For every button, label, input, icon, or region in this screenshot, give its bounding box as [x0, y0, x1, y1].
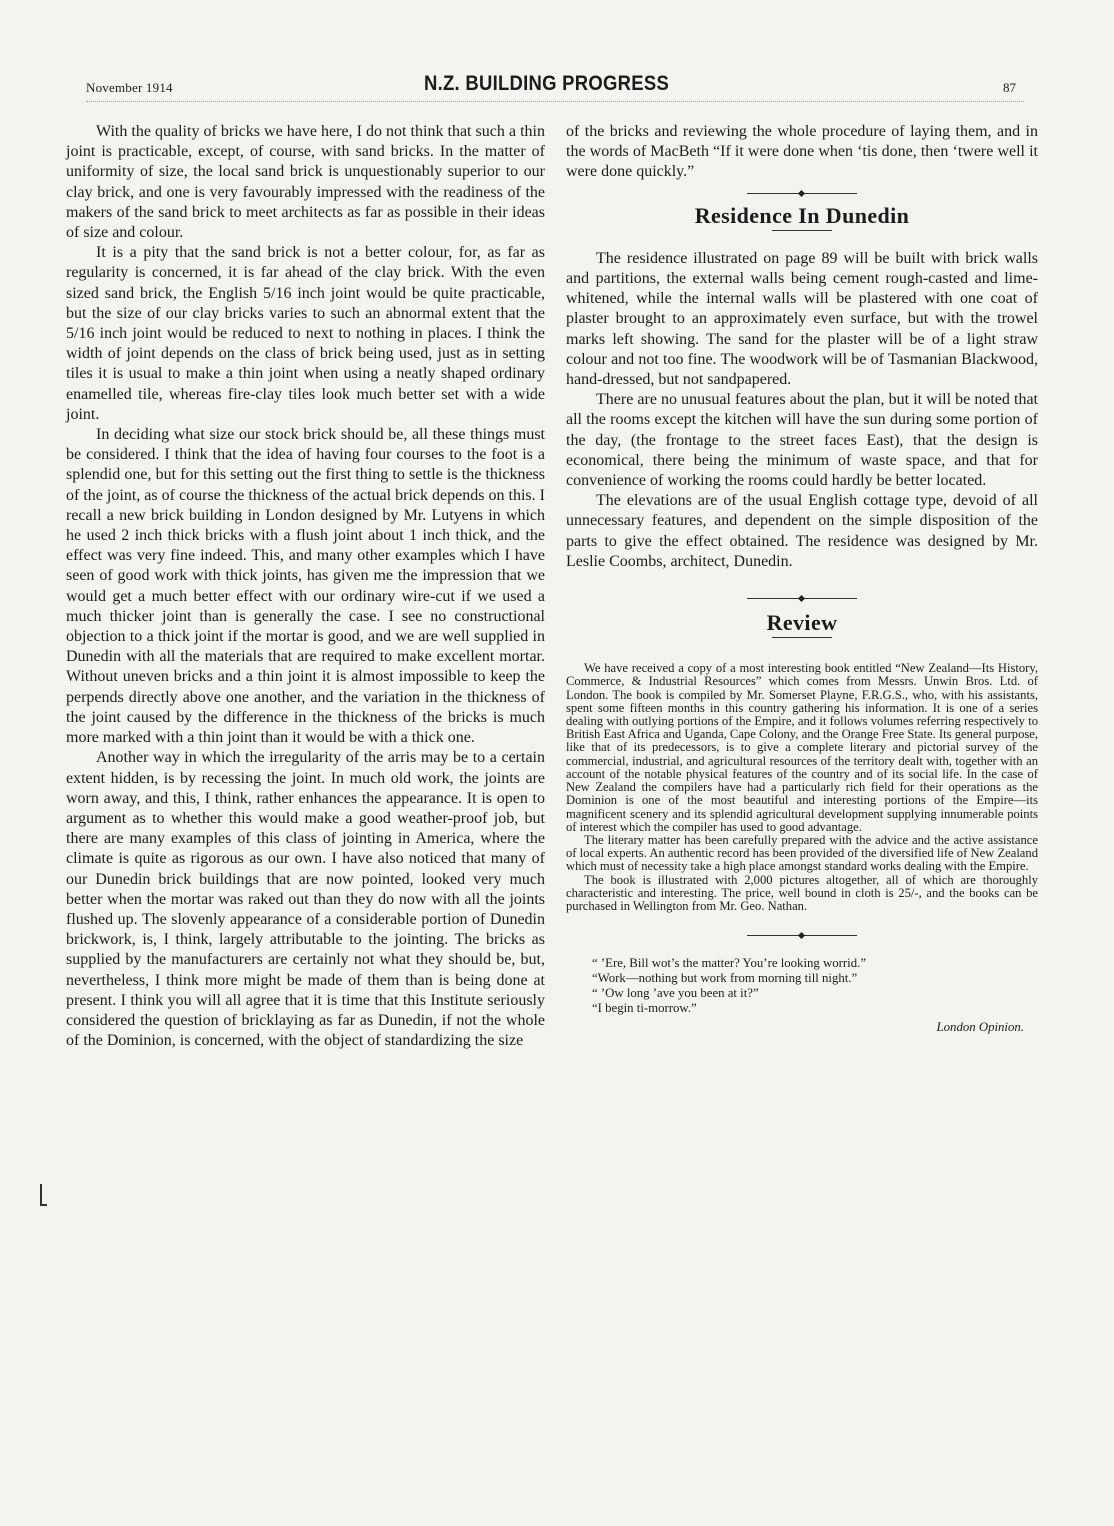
article-paragraph: In deciding what size our stock brick should be, all these things must be considered. I think that the idea of having four courses to the foot is a splendid one, but for this setting out the first thing to settle is the thickness of the joint, as of course the thickness of the actual brick depends on this. I recall a new brick building in London designed by Mr. Lutyens in which he used 2 inch thick bricks with a flush joint about 1 inch thick, and the effect was very fine indeed. This, and many other examples which I have seen of good work with thick joints, has given me the impression that we would get a much better effect with our ordinary wire-cut if we used a much thicker joint than is generally the case. I see no constructional objection to a thick joint if the mortar is good, and we are well supplied in Dunedin with all the materials that are required to make excellent mortar. Without uneven bricks and a thin joint it is almost impossible to keep the perpends directly above one another, and the variation in the thickness of the joint caused by the difference in the thickness of the bricks is much more marked with a thin joint than it would be with a thick one.	[66, 426, 545, 747]
joke-source: London Opinion.	[936, 1020, 1024, 1035]
page-number: 87	[1003, 80, 1016, 95]
article-continuation: of the bricks and reviewing the whole procedure of laying them, and in the words of MacBeth “If it were done when ‘tis done, then ‘twere well it were done quickly.”	[566, 123, 1038, 181]
section-separator	[747, 598, 857, 599]
section-separator	[747, 193, 857, 194]
review-paragraph: We have received a copy of a most interesting book entitled “New Zealand—Its History, Commerce, & Industrial Resources” which comes from Messrs. Unwin Bros. Ltd. of London. The book is compiled by Mr. Somerset Playne, F.R.G.S., who, with his assistants, spent some fifteen months in this country gathering his information. It is one of a series dealing with outlying portions of the Empire, and it follows volumes referring respectively to British East Africa and Uganda, Cape Colony, and the Orange Free State. Its general purpose, like that of its predecessors, is to give a complete literary and pictorial survey of the commercial, industrial, and agricultural resources of the territory dealt with, together with an account of the notable physical features of the country and of its social life. In the case of New Zealand the compilers have had a particularly rich field for their operations as the Dominion is one of the most beautiful and interesting portions of the Empire—its magnificent scenery and its splendid agricultural development supplying innumerable points of interest which the compiler has used to good advantage.	[566, 661, 1038, 834]
section-separator	[747, 935, 857, 936]
heading-rule	[772, 637, 832, 638]
residence-paragraph: The residence illustrated on page 89 will be built with brick walls and partitions, the external walls being cement rough-casted and lime-whitened, while the internal walls will be plastered with one coat of plaster brought to an approximately even surface, but with the trowel marks left showing. The sand for the plaster will be of a light straw colour and not too fine. The woodwork will be of Tasmanian Blackwood, hand-dressed, but not sandpapered.	[566, 249, 1038, 389]
residence-section	[566, 202, 1038, 572]
joke-line: “ ’Ow long ’ave you been at it?”	[592, 986, 759, 1001]
joke-section	[566, 956, 1038, 1035]
publication-title: N.Z. BUILDING PROGRESS	[424, 72, 670, 95]
article-paragraph: It is a pity that the sand brick is not a better colour, for, as far as regularity is concerned, it is far ahead of the clay brick. With the even sized sand brick, the English 5/16 inch joint would be quite practicable, but the size of our clay bricks varies to such an abnormal extent that the 5/16 inch joint would be reduced to next to nothing in places. I think the width of joint depends on the class of brick being used, just as in setting tiles it is usual to make a thin joint when using a neatly shaped ordinary enamelled tile, whereas fire-clay tiles look much better set with a wide joint.	[66, 244, 545, 423]
right-column	[566, 122, 1038, 1035]
joke-line: “I begin ti-morrow.”	[592, 1001, 697, 1016]
joke-line: “Work—nothing but work from morning till night.”	[592, 971, 858, 986]
review-section	[566, 610, 1038, 913]
heading-rule	[772, 230, 832, 231]
article-paragraph: Another way in which the irregularity of the arris may be to a certain extent hidden, is by recessing the joint. In much old work, the joints are worn away, and this, I think, rather enhances the appearance. It is open to argument as to whether this would make a good weather-proof job, but there are many examples of this class of jointing in America, where the climate is quite as rigorous as our own. I have also noticed that many of our Dunedin brick buildings that are now pointed, looked very much better when the mortar was raked out than they do now with all the joints flushed up. The slovenly appearance of a considerable portion of Dunedin brickwork, is, I think, largely attributable to the jointing. The bricks as supplied by the manufacturers are certainly not what they should be, but, nevertheless, I think more might be made of them than is being done at present. I think you will all agree that it is time that this Institute seriously considered the question of bricklaying as far as Dunedin, if not the whole of the Dominion, is concerned, with the object of standardizing the size	[66, 749, 545, 1050]
joke-line: “ ’Ere, Bill wot’s the matter? You’re looking worrid.”	[592, 956, 867, 971]
header-rule	[86, 101, 1024, 102]
residence-paragraph: The elevations are of the usual English cottage type, devoid of all unnecessary features, and dependent on the simple disposition of the parts to give the effect obtained. The residence was designed by Mr. Leslie Coombs, architect, Dunedin.	[566, 492, 1038, 570]
article-paragraph: With the quality of bricks we have here, I do not think that such a thin joint is practicable, except, of course, with sand bricks. In the matter of uniformity of size, the local sand brick is unquestionably superior to our clay brick, and one is very favourably impressed with the readiness of the makers of the sand brick to meet architects as far as possible in their ideas of size and colour.	[66, 123, 545, 242]
review-paragraph: The literary matter has been carefully prepared with the advice and the active assistance of local experts. An authentic record has been provided of the diversified life of New Zealand which must of necessity take a high place amongst standard works dealing with the Empire.	[566, 832, 1038, 874]
margin-mark	[40, 1184, 42, 1206]
residence-paragraph: There are no unusual features about the plan, but it will be noted that all the rooms except the kitchen will have the sun during some portion of the day, (the frontage to the street faces East), that the design is economical, there being the minimum of waste space, and that for convenience of working the rooms could hardly be better located.	[566, 391, 1038, 490]
section-heading: Review	[766, 610, 838, 636]
left-column	[66, 122, 545, 1051]
review-paragraph: The book is illustrated with 2,000 pictures altogether, all of which are thoroughly characteristic and interesting. The price, well bound in cloth is 25/-, and the books can be purchased in Wellington from Mr. Geo. Nathan.	[566, 872, 1038, 913]
issue-date: November 1914	[86, 80, 173, 95]
section-heading: Residence In Dunedin	[694, 202, 910, 228]
